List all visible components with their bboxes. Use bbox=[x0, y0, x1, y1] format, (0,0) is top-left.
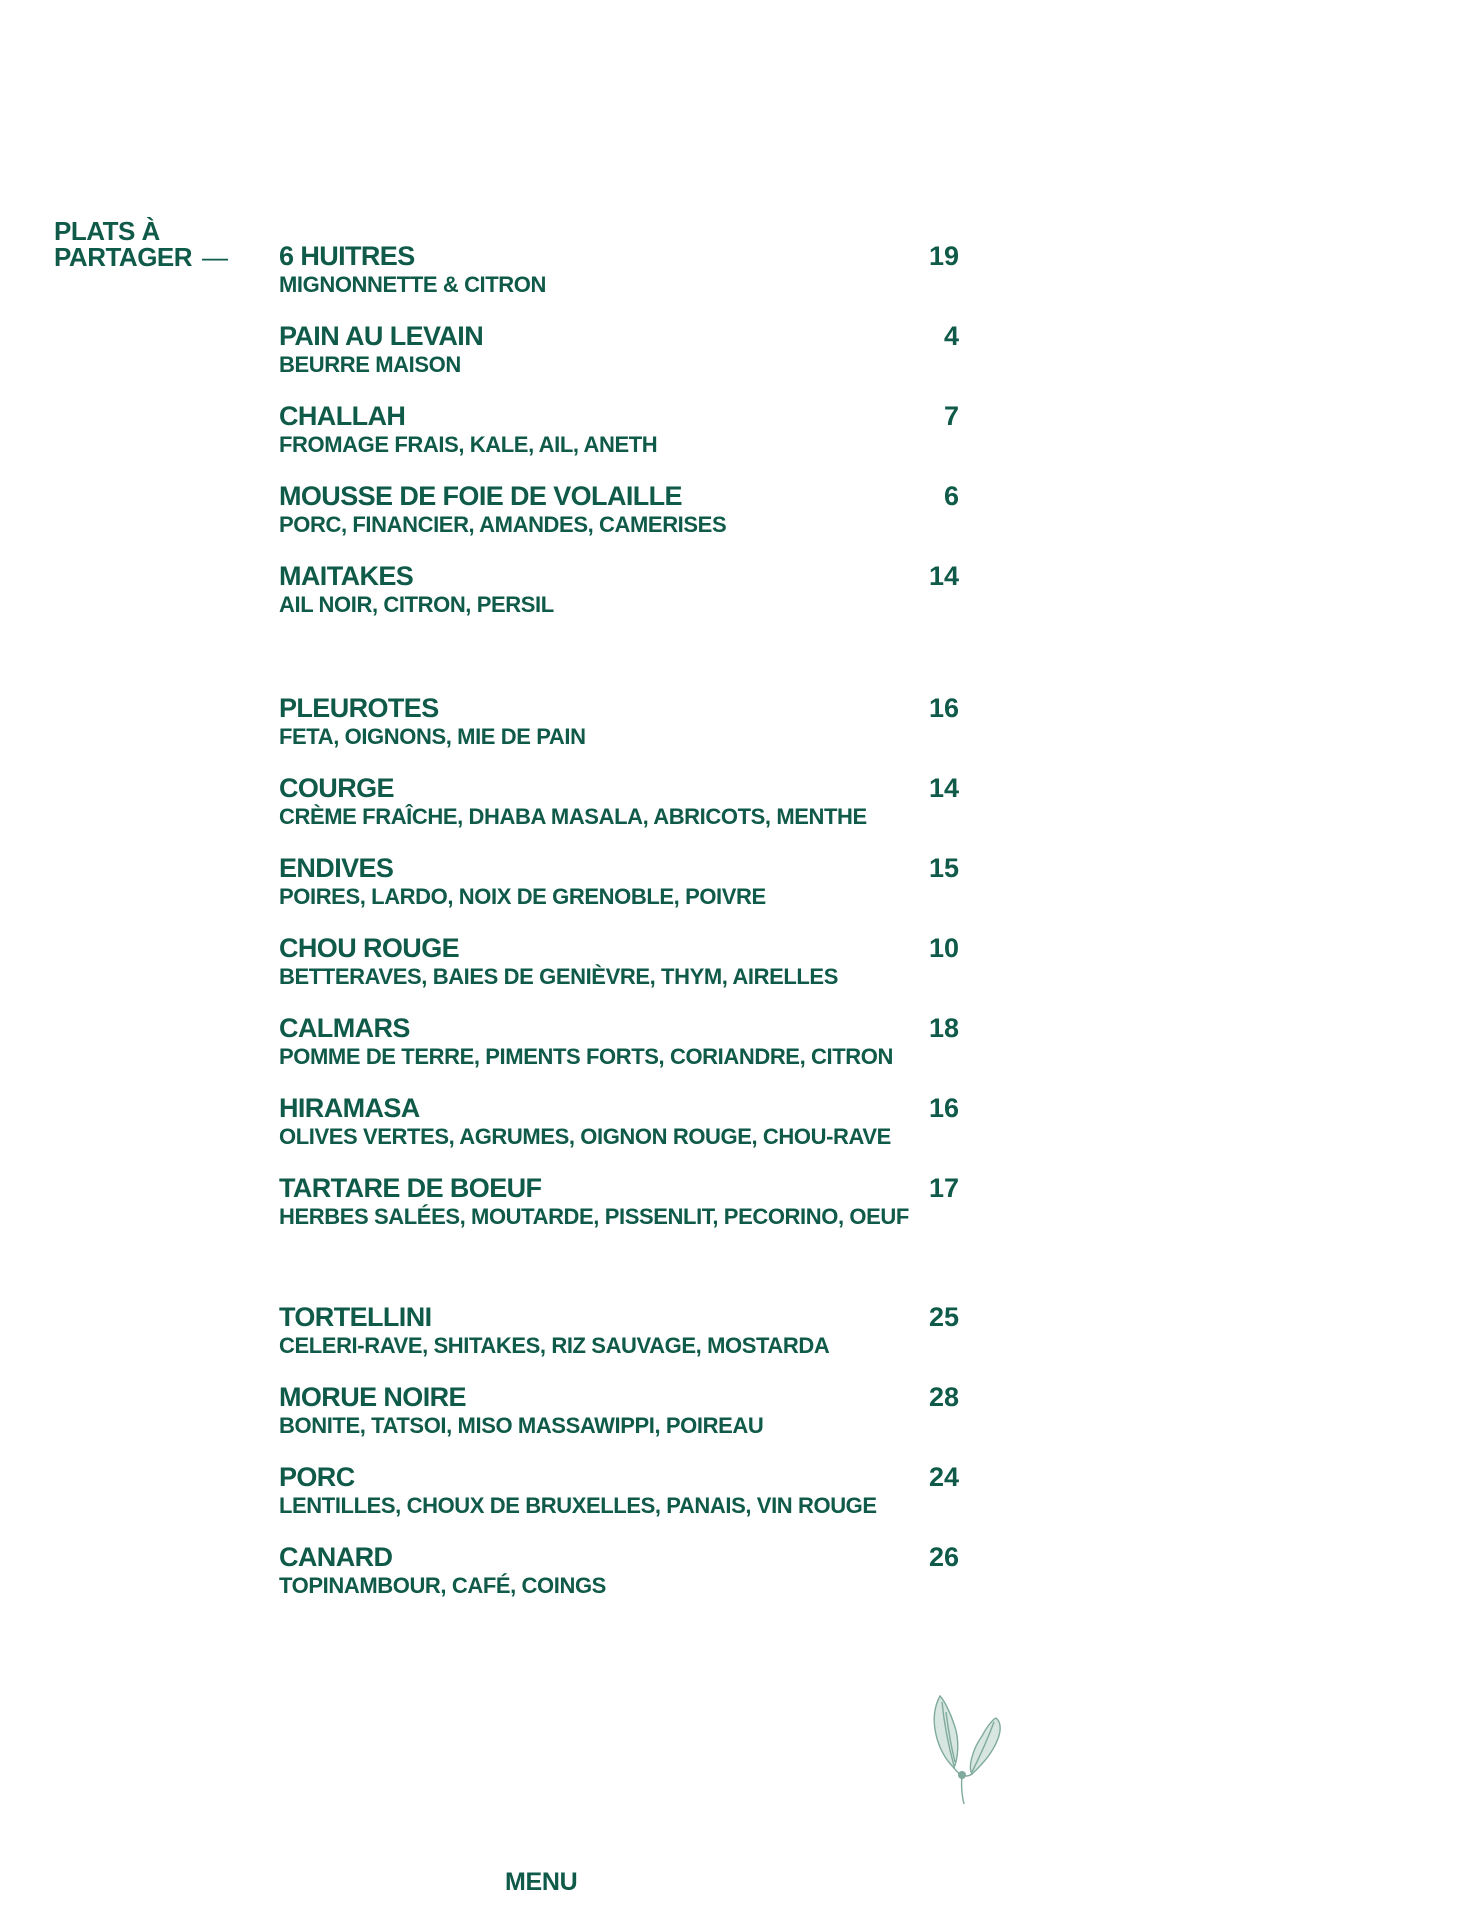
menu-item-price: 24 bbox=[928, 1462, 959, 1492]
menu-item-name: CHALLAH bbox=[279, 401, 406, 431]
menu-item-description: AIL NOIR, CITRON, PERSIL bbox=[279, 592, 554, 617]
menu-item-description: FROMAGE FRAIS, KALE, AIL, ANETH bbox=[279, 432, 658, 457]
menu-item bbox=[279, 321, 959, 401]
menu-item bbox=[279, 1173, 959, 1253]
menu-group-1 bbox=[279, 241, 959, 641]
menu-item-description: PORC, FINANCIER, AMANDES, CAMERISES bbox=[279, 512, 727, 537]
section-title bbox=[54, 218, 228, 270]
menu-item-price: 15 bbox=[928, 853, 959, 883]
menu-item-price: 25 bbox=[928, 1302, 959, 1332]
menu-item bbox=[279, 1093, 959, 1173]
section-title-line1: PLATS À bbox=[54, 216, 160, 246]
footer-menu-label: MENU bbox=[505, 1868, 578, 1896]
menu-item-description: CRÈME FRAÎCHE, DHABA MASALA, ABRICOTS, MENTHE bbox=[279, 804, 867, 829]
menu-item-name: HIRAMASA bbox=[279, 1093, 420, 1123]
menu-item-description: FETA, OIGNONS, MIE DE PAIN bbox=[279, 724, 586, 749]
menu-item-price: 16 bbox=[928, 1093, 959, 1123]
menu-item-name: CANARD bbox=[279, 1542, 393, 1572]
menu-item-name: CALMARS bbox=[279, 1013, 410, 1043]
menu-item-name: PAIN AU LEVAIN bbox=[279, 321, 484, 351]
section-title-line2: PARTAGER bbox=[54, 242, 193, 272]
menu-item-description: MIGNONNETTE & CITRON bbox=[279, 272, 546, 297]
menu-item-name: ENDIVES bbox=[279, 853, 394, 883]
menu-item-description: LENTILLES, CHOUX DE BRUXELLES, PANAIS, VIN ROUGE bbox=[279, 1493, 877, 1518]
menu-item-price: 17 bbox=[928, 1173, 959, 1203]
menu-item-name: COURGE bbox=[279, 773, 394, 803]
menu-item-name: CHOU ROUGE bbox=[279, 933, 460, 963]
menu-item-name: 6 HUITRES bbox=[279, 241, 415, 271]
menu-item-price: 10 bbox=[928, 933, 959, 963]
menu-item bbox=[279, 1302, 959, 1382]
menu-item-description: OLIVES VERTES, AGRUMES, OIGNON ROUGE, CHOU-RAVE bbox=[279, 1124, 891, 1149]
menu-group-3 bbox=[279, 1302, 959, 1622]
menu-item bbox=[279, 693, 959, 773]
menu-item-name: TARTARE DE BOEUF bbox=[279, 1173, 542, 1203]
menu-item bbox=[279, 401, 959, 481]
menu-item bbox=[279, 1382, 959, 1462]
menu-item-price: 14 bbox=[928, 773, 959, 803]
menu-item-description: POIRES, LARDO, NOIX DE GRENOBLE, POIVRE bbox=[279, 884, 766, 909]
menu-item bbox=[279, 241, 959, 321]
menu-item-name: MAITAKES bbox=[279, 561, 414, 591]
menu-item-description: CELERI-RAVE, SHITAKES, RIZ SAUVAGE, MOSTARDA bbox=[279, 1333, 830, 1358]
maple-seed-icon bbox=[924, 1688, 1014, 1808]
menu-item-price: 19 bbox=[928, 241, 959, 271]
section-title-dash: — bbox=[202, 242, 228, 272]
menu-item bbox=[279, 1013, 959, 1093]
menu-item-price: 18 bbox=[928, 1013, 959, 1043]
menu-item-price: 26 bbox=[928, 1542, 959, 1572]
menu-group-2 bbox=[279, 693, 959, 1253]
menu-item bbox=[279, 1542, 959, 1622]
menu-item bbox=[279, 561, 959, 641]
menu-item-name: PLEUROTES bbox=[279, 693, 439, 723]
menu-item bbox=[279, 1462, 959, 1542]
menu-item-description: BONITE, TATSOI, MISO MASSAWIPPI, POIREAU bbox=[279, 1413, 764, 1438]
menu-item-description: TOPINAMBOUR, CAFÉ, COINGS bbox=[279, 1573, 606, 1598]
menu-item bbox=[279, 853, 959, 933]
menu-item-description: BEURRE MAISON bbox=[279, 352, 461, 377]
menu-item-name: MOUSSE DE FOIE DE VOLAILLE bbox=[279, 481, 682, 511]
menu-item bbox=[279, 933, 959, 1013]
menu-item-price: 4 bbox=[943, 321, 959, 351]
menu-item-name: TORTELLINI bbox=[279, 1302, 432, 1332]
menu-item-price: 7 bbox=[943, 401, 959, 431]
menu-item-name: PORC bbox=[279, 1462, 355, 1492]
menu-item-name: MORUE NOIRE bbox=[279, 1382, 466, 1412]
menu-item-price: 6 bbox=[943, 481, 959, 511]
menu-item-price: 28 bbox=[928, 1382, 959, 1412]
menu-item-price: 16 bbox=[928, 693, 959, 723]
menu-item-price: 14 bbox=[928, 561, 959, 591]
menu-item bbox=[279, 773, 959, 853]
menu-item-description: HERBES SALÉES, MOUTARDE, PISSENLIT, PECORINO, OEUF bbox=[279, 1204, 909, 1229]
menu-item-description: BETTERAVES, BAIES DE GENIÈVRE, THYM, AIRELLES bbox=[279, 964, 838, 989]
menu-item bbox=[279, 481, 959, 561]
menu-item-description: POMME DE TERRE, PIMENTS FORTS, CORIANDRE, CITRON bbox=[279, 1044, 893, 1069]
